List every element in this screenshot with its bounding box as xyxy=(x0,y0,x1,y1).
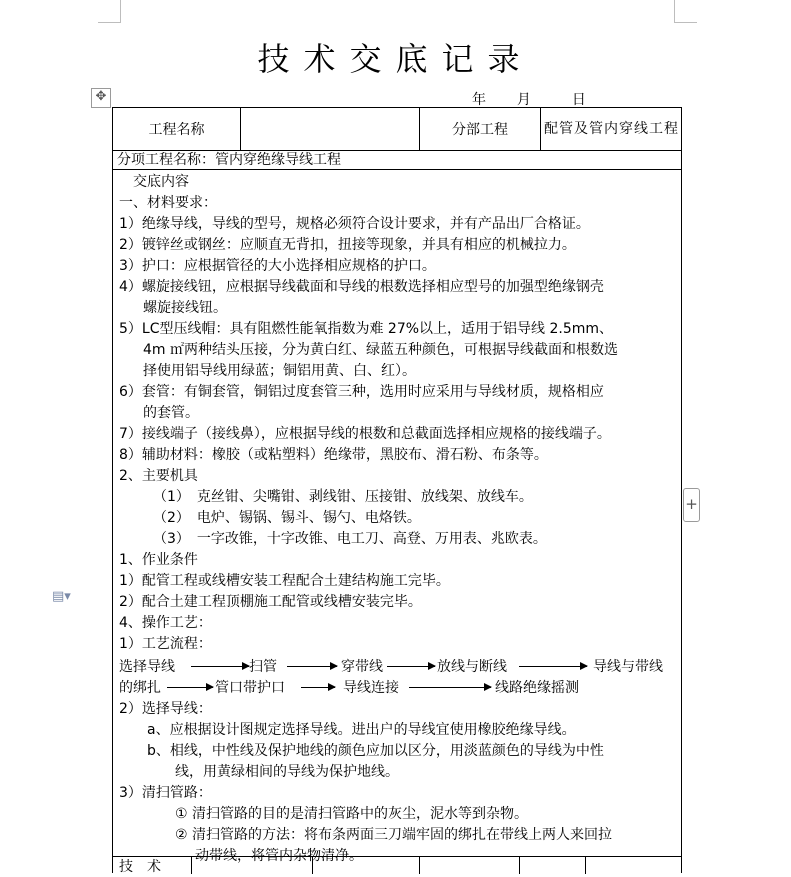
content-line: 2、主要机具 xyxy=(119,468,198,484)
content-line: 线，用黄绿相间的导线为保护地线。 xyxy=(175,764,399,780)
content-line: 1、作业条件 xyxy=(119,552,198,568)
content-line: 1）工艺流程： xyxy=(119,636,212,652)
footer-cell[interactable] xyxy=(192,857,313,874)
date-month: 月 xyxy=(516,92,531,108)
record-table xyxy=(112,107,682,873)
footer-cell[interactable] xyxy=(520,857,586,874)
flow-step: 管口带护口 xyxy=(215,680,285,696)
content-line: 3）护口：应根据管径的大小选择相应规格的护口。 xyxy=(119,258,436,274)
table-move-handle-icon[interactable]: ✥ xyxy=(91,88,111,108)
content-line: 4m ㎡两种结头压接，分为黄白红、绿蓝五种颜色，可根据导线截面和根数选 xyxy=(143,342,618,358)
add-row-button[interactable]: + xyxy=(683,488,700,522)
flow-step: 穿带线 xyxy=(341,659,383,675)
division-value[interactable]: 配管及管内穿线工程 xyxy=(544,121,679,137)
footer-cell[interactable] xyxy=(420,857,520,874)
content-line: 动带线，将管内杂物清净。 xyxy=(195,848,363,864)
content-line: 择使用铝导线用绿蓝；铜铝用黄、白、红）。 xyxy=(143,363,416,379)
content-line: 螺旋接线钮。 xyxy=(143,300,227,316)
project-name-field[interactable] xyxy=(241,108,420,150)
flow-step: 导线连接 xyxy=(343,680,399,696)
content-line: a、应根据设计图规定选择导线。进出户的导线宜使用橡胶绝缘导线。 xyxy=(147,722,576,738)
flow-step: 线路绝缘摇测 xyxy=(495,680,579,696)
date-year: 年 xyxy=(472,92,486,108)
content-line: 一、材料要求： xyxy=(119,195,217,211)
process-flow-row-2 xyxy=(119,678,677,698)
content-line: 2）镀锌丝或钢丝：应顺直无背扣，扭接等现象，并具有相应的机械拉力。 xyxy=(119,237,576,253)
content-line: 1）绝缘导线，导线的型号，规格必须符合设计要求，并有产品出厂合格证。 xyxy=(119,216,590,232)
flow-arrow-icon xyxy=(167,687,213,688)
date-day: 日 xyxy=(571,92,586,108)
content-line: 2）选择导线： xyxy=(119,701,212,717)
content-line: 6）套管：有铜套管，铜铝过度套管三种，选用时应采用与导线材质，规格相应 xyxy=(119,384,604,400)
flow-step: 导线与带线 xyxy=(593,659,663,675)
content-line: 8）辅助材料：橡胶（或粘塑料）绝缘带，黑胶布、滑石粉、布条等。 xyxy=(119,447,548,463)
subitem-name[interactable]: 分项工程名称：管内穿绝缘导线工程 xyxy=(113,150,681,170)
content-line: ① 清扫管路的目的是清扫管路中的灰尘，泥水等到杂物。 xyxy=(175,806,528,822)
footer-cell[interactable] xyxy=(313,857,420,874)
content-line: 3）清扫管路： xyxy=(119,785,212,801)
content-line: 7）接线端子（接线鼻），应根据导线的根数和总截面选择相应规格的接线端子。 xyxy=(119,426,611,442)
process-flow-row-1 xyxy=(119,657,677,677)
footer-cell[interactable] xyxy=(586,857,681,874)
content-line: 4、操作工艺： xyxy=(119,615,212,631)
flow-arrow-icon xyxy=(287,666,337,667)
content-line: 5）LC型压线帽：具有阻燃性能氧指数为难 27%以上，适用于铝导线 2.5mm、 xyxy=(119,321,614,337)
content-line: 1）配管工程或线槽安装工程配合土建结构施工完毕。 xyxy=(119,573,450,589)
document-options-icon[interactable]: ▤▾ xyxy=(52,589,71,604)
content-line: 交底内容 xyxy=(133,174,189,190)
content-line: 的套管。 xyxy=(143,405,199,421)
page-corner-mark-right xyxy=(674,0,697,23)
flow-step: 放线与断线 xyxy=(437,659,507,675)
project-name-label: 工程名称 xyxy=(113,108,241,150)
content-line: （1） 克丝钳、尖嘴钳、剥线钳、压接钳、放线架、放线车。 xyxy=(153,489,533,505)
flow-arrow-icon xyxy=(301,687,335,688)
content-line: 2）配合土建工程顶棚施工配管或线槽安装完毕。 xyxy=(119,594,422,610)
footer-label: 技 术 xyxy=(113,857,192,874)
date-line xyxy=(472,89,586,109)
page-corner-mark-left xyxy=(98,0,121,23)
flow-arrow-icon xyxy=(387,666,435,667)
flow-arrow-icon xyxy=(409,687,491,688)
content-line: （3） 一字改锥，十字改锥、电工刀、高登、万用表、兆欧表。 xyxy=(153,531,547,547)
flow-arrow-icon xyxy=(519,666,587,667)
content-line: （2） 电炉、锡锅、锡斗、锡勺、电烙铁。 xyxy=(153,510,421,526)
flow-step: 的绑扎 xyxy=(119,680,161,696)
flow-step: 扫管 xyxy=(249,659,277,675)
flow-arrow-icon xyxy=(191,666,249,667)
footer-row xyxy=(113,856,681,874)
header-row xyxy=(113,107,681,151)
flow-step: 选择导线 xyxy=(119,659,175,675)
content-line: ② 清扫管路的方法：将布条两面三刀端牢固的绑扎在带线上两人来回拉 xyxy=(175,827,612,843)
content-line: b、相线，中性线及保护地线的颜色应加以区分，用淡蓝颜色的导线为中性 xyxy=(147,743,604,759)
division-label: 分部工程 xyxy=(420,108,541,150)
content-line: 4）螺旋接线钮，应根据导线截面和导线的根数选择相应型号的加强型绝缘钢壳 xyxy=(119,279,604,295)
document-title: 技术交底记录 xyxy=(257,40,534,78)
